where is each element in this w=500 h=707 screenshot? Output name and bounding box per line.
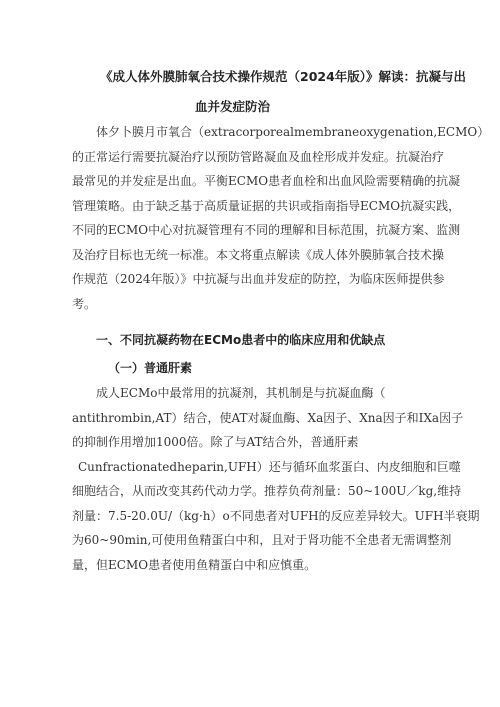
paragraph-line: 体夕卜膜月市氧合（extracorporealmembraneoxygenation,ECMO） [96, 125, 490, 139]
paragraph-line: 考。 [72, 296, 97, 311]
title-line-1: 《成人体外膜肺氧合技术操作规范（2024年版）》解读：抗凝与出 [100, 69, 467, 84]
paragraph-line: 成人ECMo中最常用的抗凝剂，其机制是与抗凝血酶（ [96, 386, 386, 400]
intro-paragraph [72, 120, 490, 316]
paragraph-line: 不同的ECMO中心对抗凝管理有不同的理解和目标范围，抗凝方案、监测 [72, 223, 461, 237]
paragraph-line: Cunfractionatedheparin,UFH）还与循环血浆蛋白、内皮细胞和巨噬 [78, 459, 461, 474]
paragraph-line: 的抑制作用增加1000倍。除了与AT结合外，普通肝素 [72, 435, 359, 449]
paragraph-line: 管理策略。由于缺乏基于高质量证据的共识或指南指导ECMO抗凝实践， [72, 198, 461, 213]
subsection-heading: （一）普通肝素 [108, 361, 193, 375]
paragraph-line: 量，但ECMO患者使用鱼精蛋白中和应慎重。 [72, 557, 317, 572]
heparin-paragraph [72, 381, 480, 577]
paragraph-line: antithrombin,AT）结合，使AT对凝血酶、Xa因子、Xna因子和IXa因子 [72, 410, 464, 425]
paragraph-line: 剂量：7.5-20.0U/（kg·h）o不同患者对UFH的反应差异较大。UFH半衰期 [72, 508, 480, 523]
paragraph-line: 细胞结合，从而改变其药代动力学。推荐负荷剂量：50~100U／kg,维持 [72, 484, 462, 498]
paragraph-line: 的正常运行需要抗凝治疗以预防管路凝血及血栓形成并发症。抗凝治疗 [72, 149, 445, 164]
paragraph-line: 作规范（2024年版）》中抗凝与出血并发症的防控，为临床医师提供参 [72, 272, 445, 286]
document-title [72, 62, 467, 122]
section-heading: 一、不同抗凝药物在ECMo患者中的临床应用和优缺点 [96, 333, 386, 347]
paragraph-line: 为60~90min,可使用鱼精蛋白中和，且对于肾功能不全患者无需调整剂 [72, 533, 452, 547]
paragraph-line: 及治疗目标也无统一标准。本文将重点解读《成人体外膜肺氧合技术操 [72, 247, 445, 262]
title-line-2: 血并发症防治 [195, 99, 271, 114]
paragraph-line: 最常见的并发症是出血。平衡ECMO患者血栓和出血风险需要精确的抗凝 [72, 174, 461, 188]
